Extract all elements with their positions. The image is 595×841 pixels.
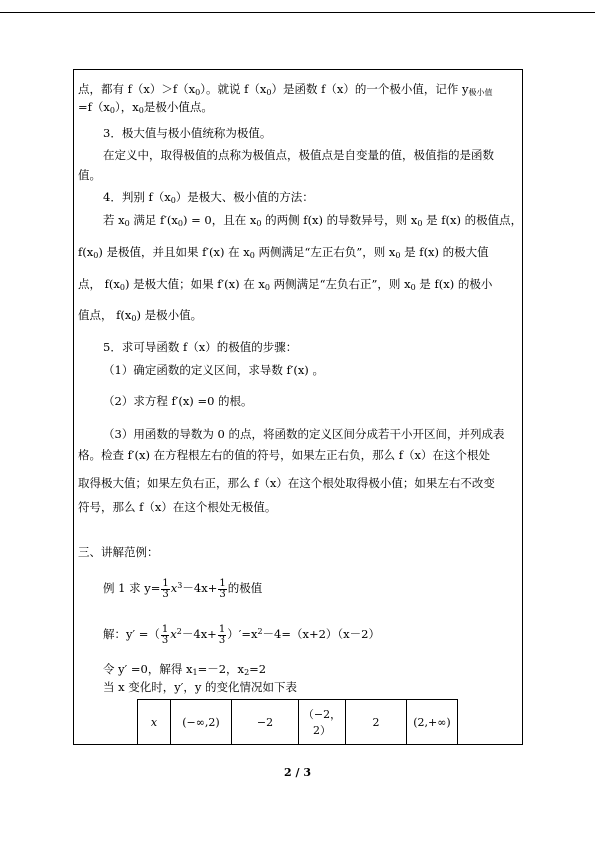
text-line: 点，都有 $f(x)>f(x_0)$。就说 $f(x_0)$是函数 f（x）的一个极小值，记作 $y_{极小值}$ <box>78 82 493 97</box>
table-cell: （−2，2） <box>299 700 346 745</box>
text-line: 点， $f(x_0)$ 是极大值；如果 f′(x) 在 $x_0$ 两侧满足“左负右正”，则 $x_0$ 是 f(x) 的极小 <box>78 277 493 292</box>
fraction: $\frac{1}{3}$ <box>161 623 169 646</box>
table-cell: 2 <box>346 700 407 745</box>
text-line: 值点， $f(x_0)$ 是极小值。 <box>78 308 203 323</box>
fraction: $\frac{1}{3}$ <box>218 623 226 646</box>
section-4-heading: 4．判别 $f(x_0)$是极大、极小值的方法： <box>103 190 314 205</box>
variation-table <box>137 699 458 745</box>
text-line: 格。检查 f′(x) 在方程根左右的值的符号，如果左正右负，那么 f（x）在这个根处 <box>78 448 491 462</box>
section-examples-heading: 三、讲解范例： <box>78 545 159 559</box>
fraction: $\frac{1}{3}$ <box>219 577 226 600</box>
text-line: 在定义中，取得极值的点称为极值点，极值点是自变量的值，极值指的是函数 <box>103 148 494 162</box>
section-5-heading: 5．求可导函数 f（x）的极值的步骤： <box>103 340 298 354</box>
table-cell: (−∞,2) <box>171 700 232 745</box>
solution-line: 解：y′ =（ $\frac{1}{3}$ $x^2-4x+$ $\frac{1}{3}$ ）$'=x^2-4=(x+2)(x-2)$ <box>103 623 380 646</box>
text-line: （2）求方程 f′(x) =0 的根。 <box>103 394 253 408</box>
text-line: $=f(x_0)$，$x_0$是极小值点。 <box>78 100 213 115</box>
page-number: 2 / 3 <box>284 766 311 779</box>
text-line: 若 $x_0$ 满足 $f'(x_0) = 0$，且在 $x_0$ 的两侧 f(x) 的导数异号，则 $x_0$ 是 f(x) 的极值点， <box>103 213 523 228</box>
text-line: 取得极大值；如果左负右正，那么 f（x）在这个根处取得极小值；如果左右不改变 <box>78 476 495 490</box>
text-line: 值。 <box>78 168 101 182</box>
table-cell: x <box>138 700 171 745</box>
text-line: 当 x 变化时，y′，y 的变化情况如下表 <box>103 680 298 694</box>
table-row <box>138 700 458 745</box>
text-line: 令 y′ =0，解得 $x_1=-2$，$x_2=2$ <box>103 662 267 677</box>
section-3-heading: 3．极大值与极小值统称为极值。 <box>103 126 272 140</box>
header-rule <box>0 12 595 13</box>
table-cell: −2 <box>232 700 299 745</box>
fraction: $\frac{1}{3}$ <box>162 577 169 600</box>
text-line: （1）确定函数的定义区间，求导数 f′(x) 。 <box>103 363 324 377</box>
text-line: $f(x_0)$ 是极值，并且如果 f′(x) 在 $x_0$ 两侧满足“左正右负”，则 $x_0$ 是 f(x) 的极大值 <box>78 245 489 260</box>
table-cell: (2,+∞) <box>407 700 458 745</box>
text-line: 符号，那么 f（x）在这个根处无极值。 <box>78 500 277 514</box>
text-line: （3）用函数的导数为 0 的点，将函数的定义区间分成若干小开区间，并列成表 <box>103 427 505 441</box>
example-1: 例 1 求 y= $\frac{1}{3}$ $x^3-4x+$ $\frac{1}{3}$ 的极值 <box>103 577 263 600</box>
